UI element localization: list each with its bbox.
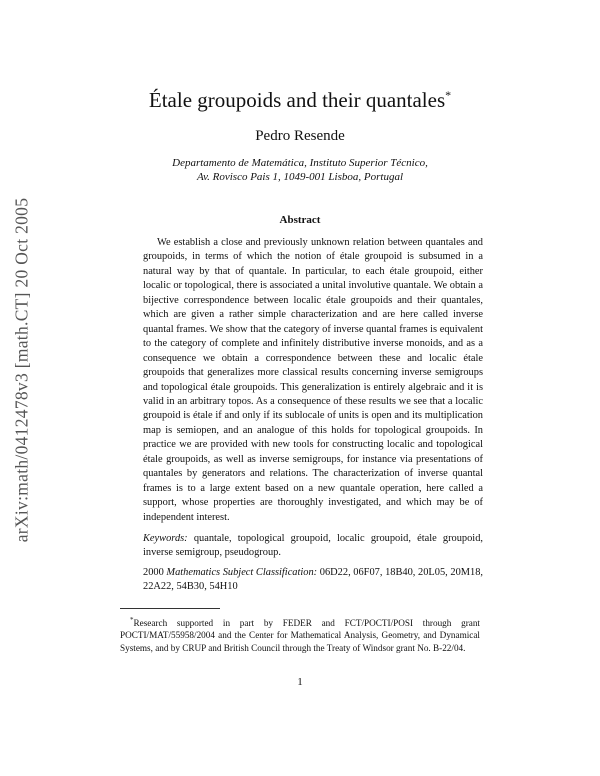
- author-name: Pedro Resende: [255, 128, 345, 144]
- footnote: [120, 614, 480, 654]
- footnote-mark: *: [130, 616, 134, 624]
- msc-classification: [143, 566, 483, 595]
- arxiv-side-stamp: [6, 170, 38, 570]
- page-number: 1: [297, 676, 303, 688]
- keywords-line: [143, 532, 483, 561]
- keywords-label: Keywords:: [143, 533, 188, 544]
- footnote-text: Research supported in part by FEDER and FCT/POCTI/POSI through grant POCTI/MAT/55958/2004 and the Center for Mathematical Analysis, Geometry, and Dynamical Systems, and by CRUP and British Council through the Treaty of Windsor grant No. B-22/04.: [120, 618, 480, 653]
- affiliation-line-1: Departamento de Matemática, Instituto Superior Técnico,: [172, 157, 428, 169]
- keywords-text: quantale, topological groupoid, localic groupoid, étale groupoid, inverse semigroup, pseudogroup.: [143, 533, 483, 559]
- msc-label: Mathematics Subject Classification:: [166, 567, 318, 578]
- footnote-divider: [120, 608, 220, 609]
- arxiv-identifier: arXiv:math/0412478v3 [math.CT] 20 Oct 2005: [11, 197, 32, 543]
- author-affiliation: [0, 156, 600, 184]
- msc-year: 2000: [143, 567, 164, 578]
- title-footnote-mark: *: [445, 88, 452, 102]
- affiliation-line-2: Av. Rovisco Pais 1, 1049-001 Lisboa, Portugal: [196, 171, 404, 183]
- title-text: Étale groupoids and their quantales: [148, 88, 446, 112]
- abstract-heading: Abstract: [279, 214, 321, 226]
- msc-codes: 06D22, 06F07, 18B40, 20L05, 20M18, 22A22, 54B30, 54H10: [143, 567, 483, 593]
- paper-title: [0, 88, 600, 113]
- abstract-body: We establish a close and previously unknown relation between quantales and groupoids, in terms of which the notion of étale groupoid is subsumed in a natural way by that of quantale. In particular, to each étale groupoid, either localic or topological, there is associated a unital involutive quantale. We obtain a bijective correspondence between localic étale groupoids and their quantales, which are given a rather simple characterization and are here called inverse quantal frames. We show that the category of inverse quantal frames is equivalent to the category of complete and infinitely distributive inverse monoids, and as a consequence we obtain a correspondence between these and localic étale groupoids that generalizes more classical results concerning inverse semigroups and topological étale groupoids. This generalization is entirely algebraic and it is valid in an arbitrary topos. As a consequence of these results we see that a localic groupoid is étale if and only if its sublocale of units is open and its multiplication map is semiopen, and an analogue of this holds for topological groupoids. In practice we are provided with new tools for constructing localic and topological étale groupoids, as well as inverse semigroups, for instance via presentations of quantales by generators and relations. The characterization of inverse quantal frames is to a large extent based on a new quantale operation, here called a support, whose properties are thoroughly investigated, and which may be of independent interest.: [143, 237, 483, 523]
